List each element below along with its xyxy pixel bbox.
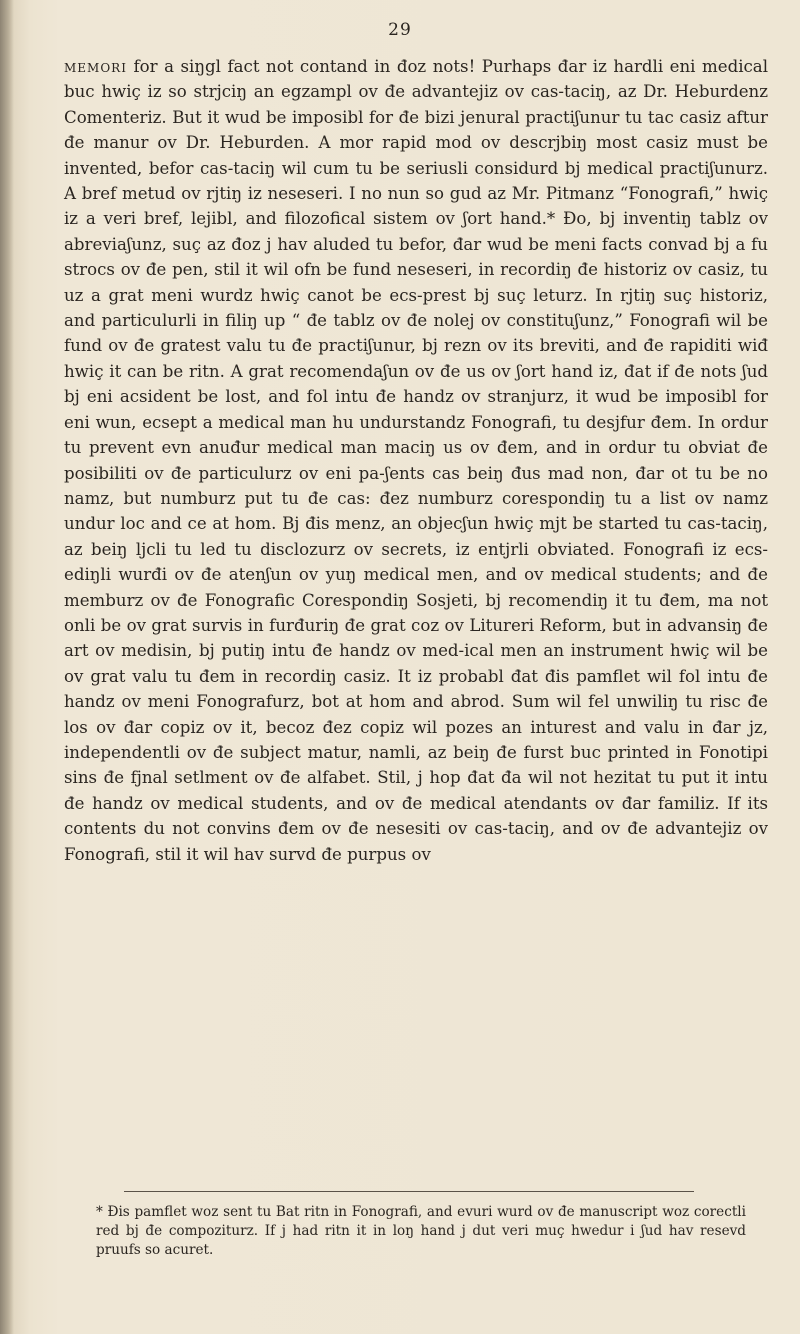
page-number: 29 [388, 20, 412, 40]
main-text [64, 54, 768, 867]
footnote-divider [124, 1191, 694, 1192]
footnote-text: * Đis pamflet woz sent tu Bat ritn in Fonografi, and evuri wurd ov đe manuscript woz corectli red bj đe compoziturz. If j had ritn it in loŋ hand j dut veri muç hwedur i ʃud hav resevd pruufs so acuret. [96, 1204, 746, 1258]
body-paragraph [64, 54, 768, 867]
footnote [96, 1203, 746, 1260]
lead-word: memori [64, 57, 127, 76]
page-binding-shadow [0, 0, 14, 1334]
body-paragraph-text: for a siŋgl fact not contand in đoz nots! Purhaps đar iz hardli eni medical buc hwiç iz so strjciŋ an egzampl ov đe advantejiz ov cas-taciŋ, az Dr. Heburdenz Comenteriz. But it wud be imposibl for đe bizi jenural practiʃunur tu tac casiz aftur đe manur ov Dr. Heburden. A mor rapid mod ov descrjbiŋ most casiz must be invented, befor cas-taciŋ wil cum tu be seriusli considurd bj medical practiʃunurz. A bref metud ov rjtiŋ iz neseseri. I no nun so gud az Mr. Pitmanz “Fonografi,” hwiç iz a veri bref, lejibl, and filozofical sistem ov ʃort hand.* Đo, bj inventiŋ tablz ov abreviaʃunz, suç az đoz j hav aluded tu befor, đar wud be meni facts convad bj a fu strocs ov đe pen, stil it wil ofn be fund neseseri, in recordiŋ đe historiz ov casiz, tu uz a grat meni wurdz hwiç canot be ecs-prest bj suç leturz. In rjtiŋ suç historiz, and particulurli in filiŋ up “ đe tablz ov đe nolej ov constituʃunz,” Fonografi wil be fund ov đe gratest valu tu đe practiʃunur, bj rezn ov its breviti, and đe rapiditi wiđ hwiç it can be ritn. A grat recomendaʃun ov đe us ov ʃort hand iz, đat if đe nots ʃud bj eni acsident be lost, and fol intu đe handz ov stranjurz, it wud be imposibl for eni wun, ecsept a medical man hu undurstandz Fonografi, tu desjfur đem. In ordur tu prevent evn anuđur medical man maciŋ us ov đem, and in ordur tu obviat đe posibiliti ov đe particulurz ov eni pa-ʃents cas beiŋ đus mad non, đar ot tu be no namz, but numburz put tu đe cas: đez numburz corespondiŋ tu a list ov namz undur loc and ce at hom. Bj đis menz, an objecʃun hwiç mjt be started tu cas-taciŋ, az beiŋ ljcli tu led tu disclozurz ov secrets, iz entjrli obviated. Fonografi iz ecs-ediŋli wurđi ov đe atenʃun ov yuŋ medical men, and ov medical students; and đe memburz ov đe Fonografic Corespondiŋ Sosjeti, bj recomendiŋ it tu đem, ma not onli be ov grat survis in furđuriŋ đe grat coz ov Litureri Reform, but in advansiŋ đe art ov medisin, bj putiŋ intu đe handz ov med-ical men an instrument hwiç wil be ov grat valu tu đem in recordiŋ casiz. It iz probabl đat đis pamflet wil fol intu đe handz ov meni Fonografurz, bot at hom and abrod. Sum wil fel unwiliŋ tu risc đe los ov đar copiz ov it, becoz đez copiz wil pozes an inturest and valu in đar jz, independentli ov đe subject matur, namli, az beiŋ đe furst buc printed in Fonotipi sins đe fjnal setlment ov đe alfabet. Stil, j hop đat đa wil not hezitat tu put it intu đe handz ov medical students, and ov đe medical atendants ov đar familiz. If its contents du not convins đem ov đe nesesiti ov cas-taciŋ, and ov đe advantejiz ov Fonografi, stil it wil hav survd đe purpus ov [64, 57, 768, 864]
